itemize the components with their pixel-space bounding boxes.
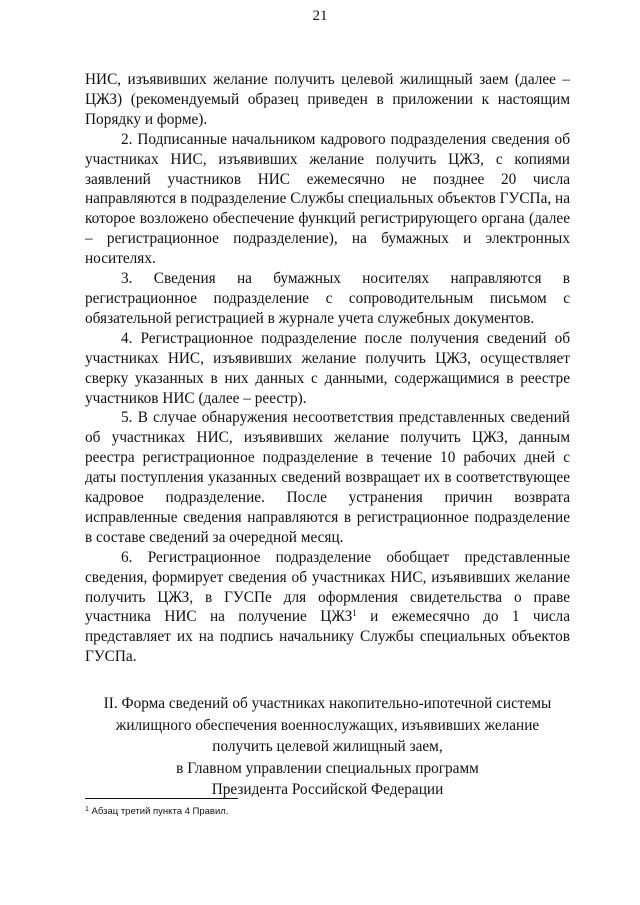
heading-line: жилищного обеспечения военнослужащих, изъявивших желание [115,716,540,734]
paragraph-5: 5. В случае обнаружения несоответствия представленных сведений об участниках НИС, изъявивших желание получить ЦЖЗ, данным реестра регистрационное подразделение в течение 10 рабочих дней с даты поступления указанных сведений возвращает их в соответствующее кадровое подразделение. После устранения причин возврата исправленные сведения направляются в регистрационное подразделение в составе сведений за очередной месяц. [85,409,570,546]
footnote-reference: 1 [352,608,357,619]
paragraph-4: 4. Регистрационное подразделение после получения сведений об участниках НИС, изъявивших желание получить ЦЖЗ, осуществляет сверку указанных в них данных с данными, содержащимися в реестре участников НИС (далее – реестр). [85,329,570,407]
paragraph-1-continuation: НИС, изъявивших желание получить целевой жилищный заем (далее – ЦЖЗ) (рекомендуемый образец приведен в приложении к настоящим Порядку и форме). [85,71,570,128]
paragraph-6-part-1: 6. Регистрационное подразделение обобщает представленные сведения, формирует сведения об участниках НИС, изъявивших желание получить ЦЖЗ, в ГУСПе для оформления свидетельства о праве участника НИС на получение ЦЖЗ [85,548,570,626]
heading-line: Президента Российской Федерации [211,781,444,799]
footnote-separator [85,798,238,799]
paragraph-2: 2. Подписанные начальником кадрового подразделения сведения об участниках НИС, изъявивших желание получить ЦЖЗ, с копиями заявлений участников НИС ежемесячно не позднее 20 числа направляются в подразделение Службы специальных объектов ГУСПа, на которое возложено обеспечение функций регистрирующего органа (далее – регистрационное подразделение), на бумажных и электронных носителях. [85,130,570,268]
heading-line: в Главном управлении специальных программ [176,759,479,777]
paragraph-6 [85,548,570,667]
heading-line: II. Форма сведений об участниках накопительно-ипотечной системы [103,695,552,713]
section-heading [85,693,570,801]
page-number: 21 [312,8,328,24]
footnote [85,806,228,818]
paragraph-3: 3. Сведения на бумажных носителях направляются в регистрационное подразделение с сопроводительным письмом с обязательной регистрацией в журнале учета служебных документов. [85,270,570,327]
document-body [85,70,570,801]
footnote-mark: 1 [85,806,89,813]
heading-line: получить целевой жилищный заем, [212,738,443,756]
footnote-text: Абзац третий пункта 4 Правил. [88,806,229,817]
paragraph-6-part-2: и ежемесячно до 1 числа представляет их на подпись начальнику Службы специальных объектов ГУСПа. [85,608,570,666]
